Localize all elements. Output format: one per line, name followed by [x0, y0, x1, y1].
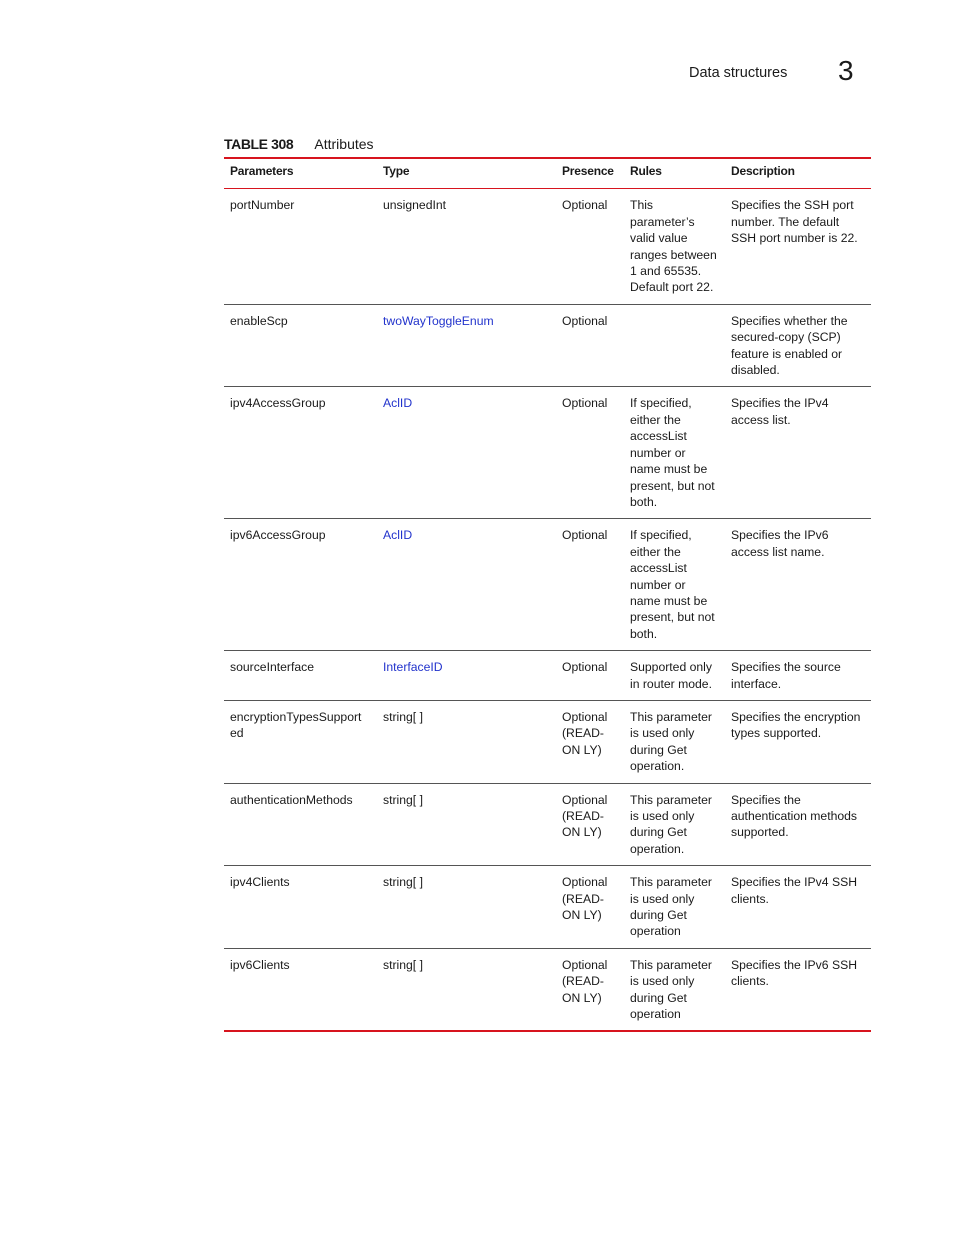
cell-type: string[ ] [377, 948, 556, 1031]
cell-presence: Optional (READ-ON LY) [556, 783, 624, 866]
cell-description: Specifies the IPv4 SSH clients. [725, 866, 871, 949]
cell-type: string[ ] [377, 700, 556, 783]
cell-parameter: encryptionTypesSupport ed [224, 700, 377, 783]
cell-presence: Optional (READ-ON LY) [556, 948, 624, 1031]
cell-description: Specifies the authentication methods supported. [725, 783, 871, 866]
table-row [224, 783, 871, 866]
cell-type[interactable]: InterfaceID [377, 651, 556, 701]
cell-presence: Optional [556, 651, 624, 701]
cell-parameter: ipv4AccessGroup [224, 387, 377, 519]
column-header-parameters: Parameters [224, 158, 377, 189]
cell-type[interactable]: twoWayToggleEnum [377, 304, 556, 387]
cell-rules: This parameter’s valid value ranges between 1 and 65535. Default port 22. [624, 189, 725, 304]
cell-parameter: portNumber [224, 189, 377, 304]
cell-presence: Optional [556, 304, 624, 387]
cell-parameter: enableScp [224, 304, 377, 387]
cell-type[interactable]: AclID [377, 519, 556, 651]
cell-type[interactable]: AclID [377, 387, 556, 519]
table-header-row [224, 158, 871, 189]
cell-description: Specifies the source interface. [725, 651, 871, 701]
cell-description: Specifies the IPv6 SSH clients. [725, 948, 871, 1031]
cell-presence: Optional [556, 387, 624, 519]
cell-rules [624, 304, 725, 387]
table-row [224, 700, 871, 783]
cell-type: string[ ] [377, 783, 556, 866]
cell-parameter: ipv6AccessGroup [224, 519, 377, 651]
table-row [224, 866, 871, 949]
cell-parameter: sourceInterface [224, 651, 377, 701]
column-header-presence: Presence [556, 158, 624, 189]
cell-rules: This parameter is used only during Get operation. [624, 783, 725, 866]
table-row [224, 387, 871, 519]
cell-description: Specifies the IPv6 access list name. [725, 519, 871, 651]
cell-presence: Optional [556, 189, 624, 304]
cell-parameter: ipv6Clients [224, 948, 377, 1031]
cell-description: Specifies whether the secured-copy (SCP) feature is enabled or disabled. [725, 304, 871, 387]
running-header-section: Data structures [689, 65, 788, 81]
chapter-number: 3 [838, 55, 854, 86]
column-header-type: Type [377, 158, 556, 189]
cell-presence: Optional [556, 519, 624, 651]
cell-rules: Supported only in router mode. [624, 651, 725, 701]
table-caption-label: TABLE 308 [224, 136, 294, 152]
table-caption-title: Attributes [314, 136, 374, 152]
table-row [224, 651, 871, 701]
cell-rules: This parameter is used only during Get operation [624, 866, 725, 949]
table-row [224, 948, 871, 1031]
cell-description: Specifies the encryption types supported. [725, 700, 871, 783]
cell-rules: This parameter is used only during Get operation [624, 948, 725, 1031]
cell-presence: Optional (READ-ON LY) [556, 866, 624, 949]
column-header-description: Description [725, 158, 871, 189]
cell-parameter: ipv4Clients [224, 866, 377, 949]
cell-rules: If specified, either the accessList number or name must be present, but not both. [624, 519, 725, 651]
column-header-rules: Rules [624, 158, 725, 189]
table-row [224, 304, 871, 387]
table-row [224, 189, 871, 304]
cell-rules: This parameter is used only during Get operation. [624, 700, 725, 783]
cell-description: Specifies the IPv4 access list. [725, 387, 871, 519]
cell-presence: Optional (READ-ON LY) [556, 700, 624, 783]
cell-rules: If specified, either the accessList number or name must be present, but not both. [624, 387, 725, 519]
cell-description: Specifies the SSH port number. The default SSH port number is 22. [725, 189, 871, 304]
cell-parameter: authenticationMethods [224, 783, 377, 866]
attributes-table [224, 157, 871, 1032]
table-row [224, 519, 871, 651]
table-caption [224, 136, 374, 152]
cell-type: string[ ] [377, 866, 556, 949]
cell-type: unsignedInt [377, 189, 556, 304]
